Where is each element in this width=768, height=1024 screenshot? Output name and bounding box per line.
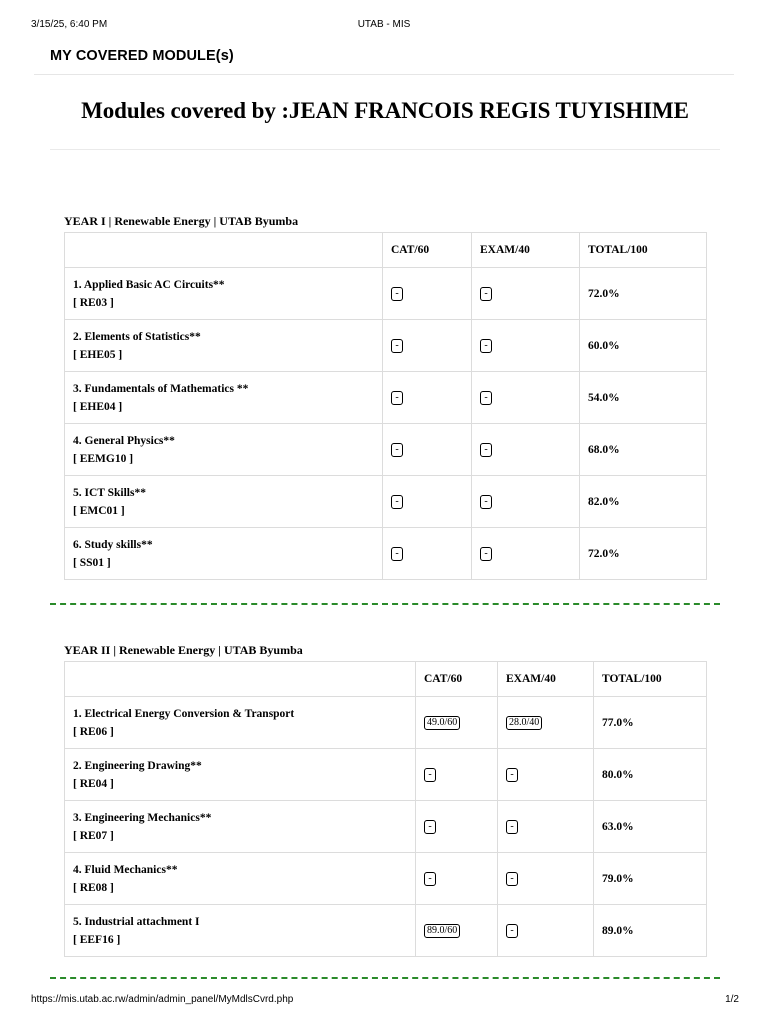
exam-column-header: EXAM/40 bbox=[472, 233, 580, 268]
table-row bbox=[65, 853, 707, 905]
exam-cell bbox=[472, 372, 580, 424]
module-cell bbox=[65, 268, 383, 320]
cat-mark-button[interactable]: - bbox=[391, 495, 403, 509]
exam-mark-button[interactable]: - bbox=[480, 339, 492, 353]
module-code: [ SS01 ] bbox=[73, 556, 111, 569]
cat-column-header: CAT/60 bbox=[416, 662, 498, 697]
cat-mark-button[interactable]: - bbox=[391, 339, 403, 353]
cat-column-header: CAT/60 bbox=[383, 233, 472, 268]
cat-mark-button[interactable]: - bbox=[424, 768, 436, 782]
module-name: 3. Fundamentals of Mathematics ** bbox=[73, 382, 249, 395]
module-code: [ EHE04 ] bbox=[73, 400, 123, 413]
module-cell bbox=[65, 424, 383, 476]
exam-cell bbox=[472, 424, 580, 476]
cat-cell bbox=[416, 801, 498, 853]
page-url: https://mis.utab.ac.rw/admin/admin_panel/MyMdlsCvrd.php bbox=[31, 994, 294, 1005]
module-code: [ RE07 ] bbox=[73, 829, 114, 842]
divider bbox=[50, 149, 720, 150]
table-row bbox=[65, 697, 707, 749]
year-caption: YEAR II | Renewable Energy | UTAB Byumba bbox=[64, 643, 303, 657]
total-cell: 77.0% bbox=[594, 697, 707, 749]
module-name: 1. Applied Basic AC Circuits** bbox=[73, 278, 225, 291]
exam-cell bbox=[498, 905, 594, 957]
total-cell: 89.0% bbox=[594, 905, 707, 957]
module-name: 3. Engineering Mechanics** bbox=[73, 811, 212, 824]
table-row bbox=[65, 320, 707, 372]
exam-mark-button[interactable]: - bbox=[506, 820, 518, 834]
exam-mark-button[interactable]: - bbox=[480, 287, 492, 301]
table-row bbox=[65, 801, 707, 853]
cat-cell bbox=[383, 320, 472, 372]
total-cell: 72.0% bbox=[580, 528, 707, 580]
page-heading: Modules covered by :JEAN FRANCOIS REGIS TUYISHIME bbox=[81, 98, 689, 123]
module-cell bbox=[65, 372, 383, 424]
cat-mark-button[interactable]: - bbox=[391, 547, 403, 561]
module-name: 6. Study skills** bbox=[73, 538, 153, 551]
table-row bbox=[65, 528, 707, 580]
module-name: 2. Engineering Drawing** bbox=[73, 759, 202, 772]
cat-cell bbox=[383, 268, 472, 320]
exam-mark-button[interactable]: - bbox=[506, 768, 518, 782]
divider bbox=[34, 74, 734, 75]
exam-cell bbox=[498, 749, 594, 801]
print-header bbox=[0, 19, 768, 33]
table-row bbox=[65, 424, 707, 476]
cat-mark-button[interactable]: - bbox=[391, 391, 403, 405]
cat-cell bbox=[383, 424, 472, 476]
module-code: [ RE06 ] bbox=[73, 725, 114, 738]
total-column-header: TOTAL/100 bbox=[580, 233, 707, 268]
module-cell bbox=[65, 801, 416, 853]
year-1-section bbox=[64, 214, 706, 580]
section-separator bbox=[50, 603, 720, 605]
year-2-section bbox=[64, 643, 706, 957]
total-cell: 82.0% bbox=[580, 476, 707, 528]
cat-mark-button[interactable]: 89.0/60 bbox=[424, 924, 460, 938]
exam-mark-button[interactable]: 28.0/40 bbox=[506, 716, 542, 730]
cat-cell bbox=[383, 476, 472, 528]
module-cell bbox=[65, 749, 416, 801]
module-name: 5. Industrial attachment I bbox=[73, 915, 200, 928]
table-row bbox=[65, 268, 707, 320]
module-code: [ RE04 ] bbox=[73, 777, 114, 790]
section-separator bbox=[50, 977, 720, 979]
module-name: 1. Electrical Energy Conversion & Transport bbox=[73, 707, 295, 720]
exam-cell bbox=[498, 853, 594, 905]
exam-cell bbox=[498, 697, 594, 749]
marks-table bbox=[64, 232, 707, 580]
total-cell: 79.0% bbox=[594, 853, 707, 905]
total-cell: 80.0% bbox=[594, 749, 707, 801]
table-row bbox=[65, 372, 707, 424]
exam-mark-button[interactable]: - bbox=[480, 443, 492, 457]
total-cell: 63.0% bbox=[594, 801, 707, 853]
cat-cell bbox=[416, 749, 498, 801]
cat-cell bbox=[383, 372, 472, 424]
cat-mark-button[interactable]: - bbox=[391, 287, 403, 301]
print-date: 3/15/25, 6:40 PM bbox=[31, 19, 108, 30]
cat-mark-button[interactable]: - bbox=[424, 872, 436, 886]
cat-cell bbox=[416, 697, 498, 749]
print-footer bbox=[0, 994, 768, 1008]
cat-mark-button[interactable]: - bbox=[391, 443, 403, 457]
exam-mark-button[interactable]: - bbox=[480, 547, 492, 561]
exam-cell bbox=[472, 320, 580, 372]
exam-mark-button[interactable]: - bbox=[480, 495, 492, 509]
module-cell bbox=[65, 320, 383, 372]
module-name: 5. ICT Skills** bbox=[73, 486, 146, 499]
module-code: [ EEF16 ] bbox=[73, 933, 121, 946]
module-code: [ RE03 ] bbox=[73, 296, 114, 309]
exam-cell bbox=[472, 476, 580, 528]
total-cell: 72.0% bbox=[580, 268, 707, 320]
exam-mark-button[interactable]: - bbox=[480, 391, 492, 405]
module-cell bbox=[65, 528, 383, 580]
document-title: UTAB - MIS bbox=[357, 19, 411, 30]
module-name: 4. General Physics** bbox=[73, 434, 175, 447]
cat-cell bbox=[416, 905, 498, 957]
exam-mark-button[interactable]: - bbox=[506, 872, 518, 886]
exam-cell bbox=[472, 528, 580, 580]
cat-mark-button[interactable]: 49.0/60 bbox=[424, 716, 460, 730]
table-row bbox=[65, 476, 707, 528]
module-name: 4. Fluid Mechanics** bbox=[73, 863, 178, 876]
total-cell: 60.0% bbox=[580, 320, 707, 372]
module-name: 2. Elements of Statistics** bbox=[73, 330, 201, 343]
exam-cell bbox=[498, 801, 594, 853]
table-header-row bbox=[65, 233, 707, 268]
total-cell: 68.0% bbox=[580, 424, 707, 476]
exam-column-header: EXAM/40 bbox=[498, 662, 594, 697]
table-row bbox=[65, 905, 707, 957]
module-cell bbox=[65, 905, 416, 957]
module-cell bbox=[65, 697, 416, 749]
exam-mark-button[interactable]: - bbox=[506, 924, 518, 938]
table-header-row bbox=[65, 662, 707, 697]
cat-mark-button[interactable]: - bbox=[424, 820, 436, 834]
module-cell bbox=[65, 853, 416, 905]
module-code: [ EEMG10 ] bbox=[73, 452, 134, 465]
marks-table bbox=[64, 661, 707, 957]
exam-cell bbox=[472, 268, 580, 320]
panel-title: MY COVERED MODULE(s) bbox=[50, 48, 234, 64]
module-column-header bbox=[65, 662, 416, 697]
module-code: [ EMC01 ] bbox=[73, 504, 125, 517]
module-cell bbox=[65, 476, 383, 528]
total-column-header: TOTAL/100 bbox=[594, 662, 707, 697]
module-code: [ RE08 ] bbox=[73, 881, 114, 894]
table-row bbox=[65, 749, 707, 801]
year-caption: YEAR I | Renewable Energy | UTAB Byumba bbox=[64, 214, 299, 228]
cat-cell bbox=[383, 528, 472, 580]
module-column-header bbox=[65, 233, 383, 268]
cat-cell bbox=[416, 853, 498, 905]
module-code: [ EHE05 ] bbox=[73, 348, 123, 361]
page-number: 1/2 bbox=[725, 994, 739, 1005]
total-cell: 54.0% bbox=[580, 372, 707, 424]
